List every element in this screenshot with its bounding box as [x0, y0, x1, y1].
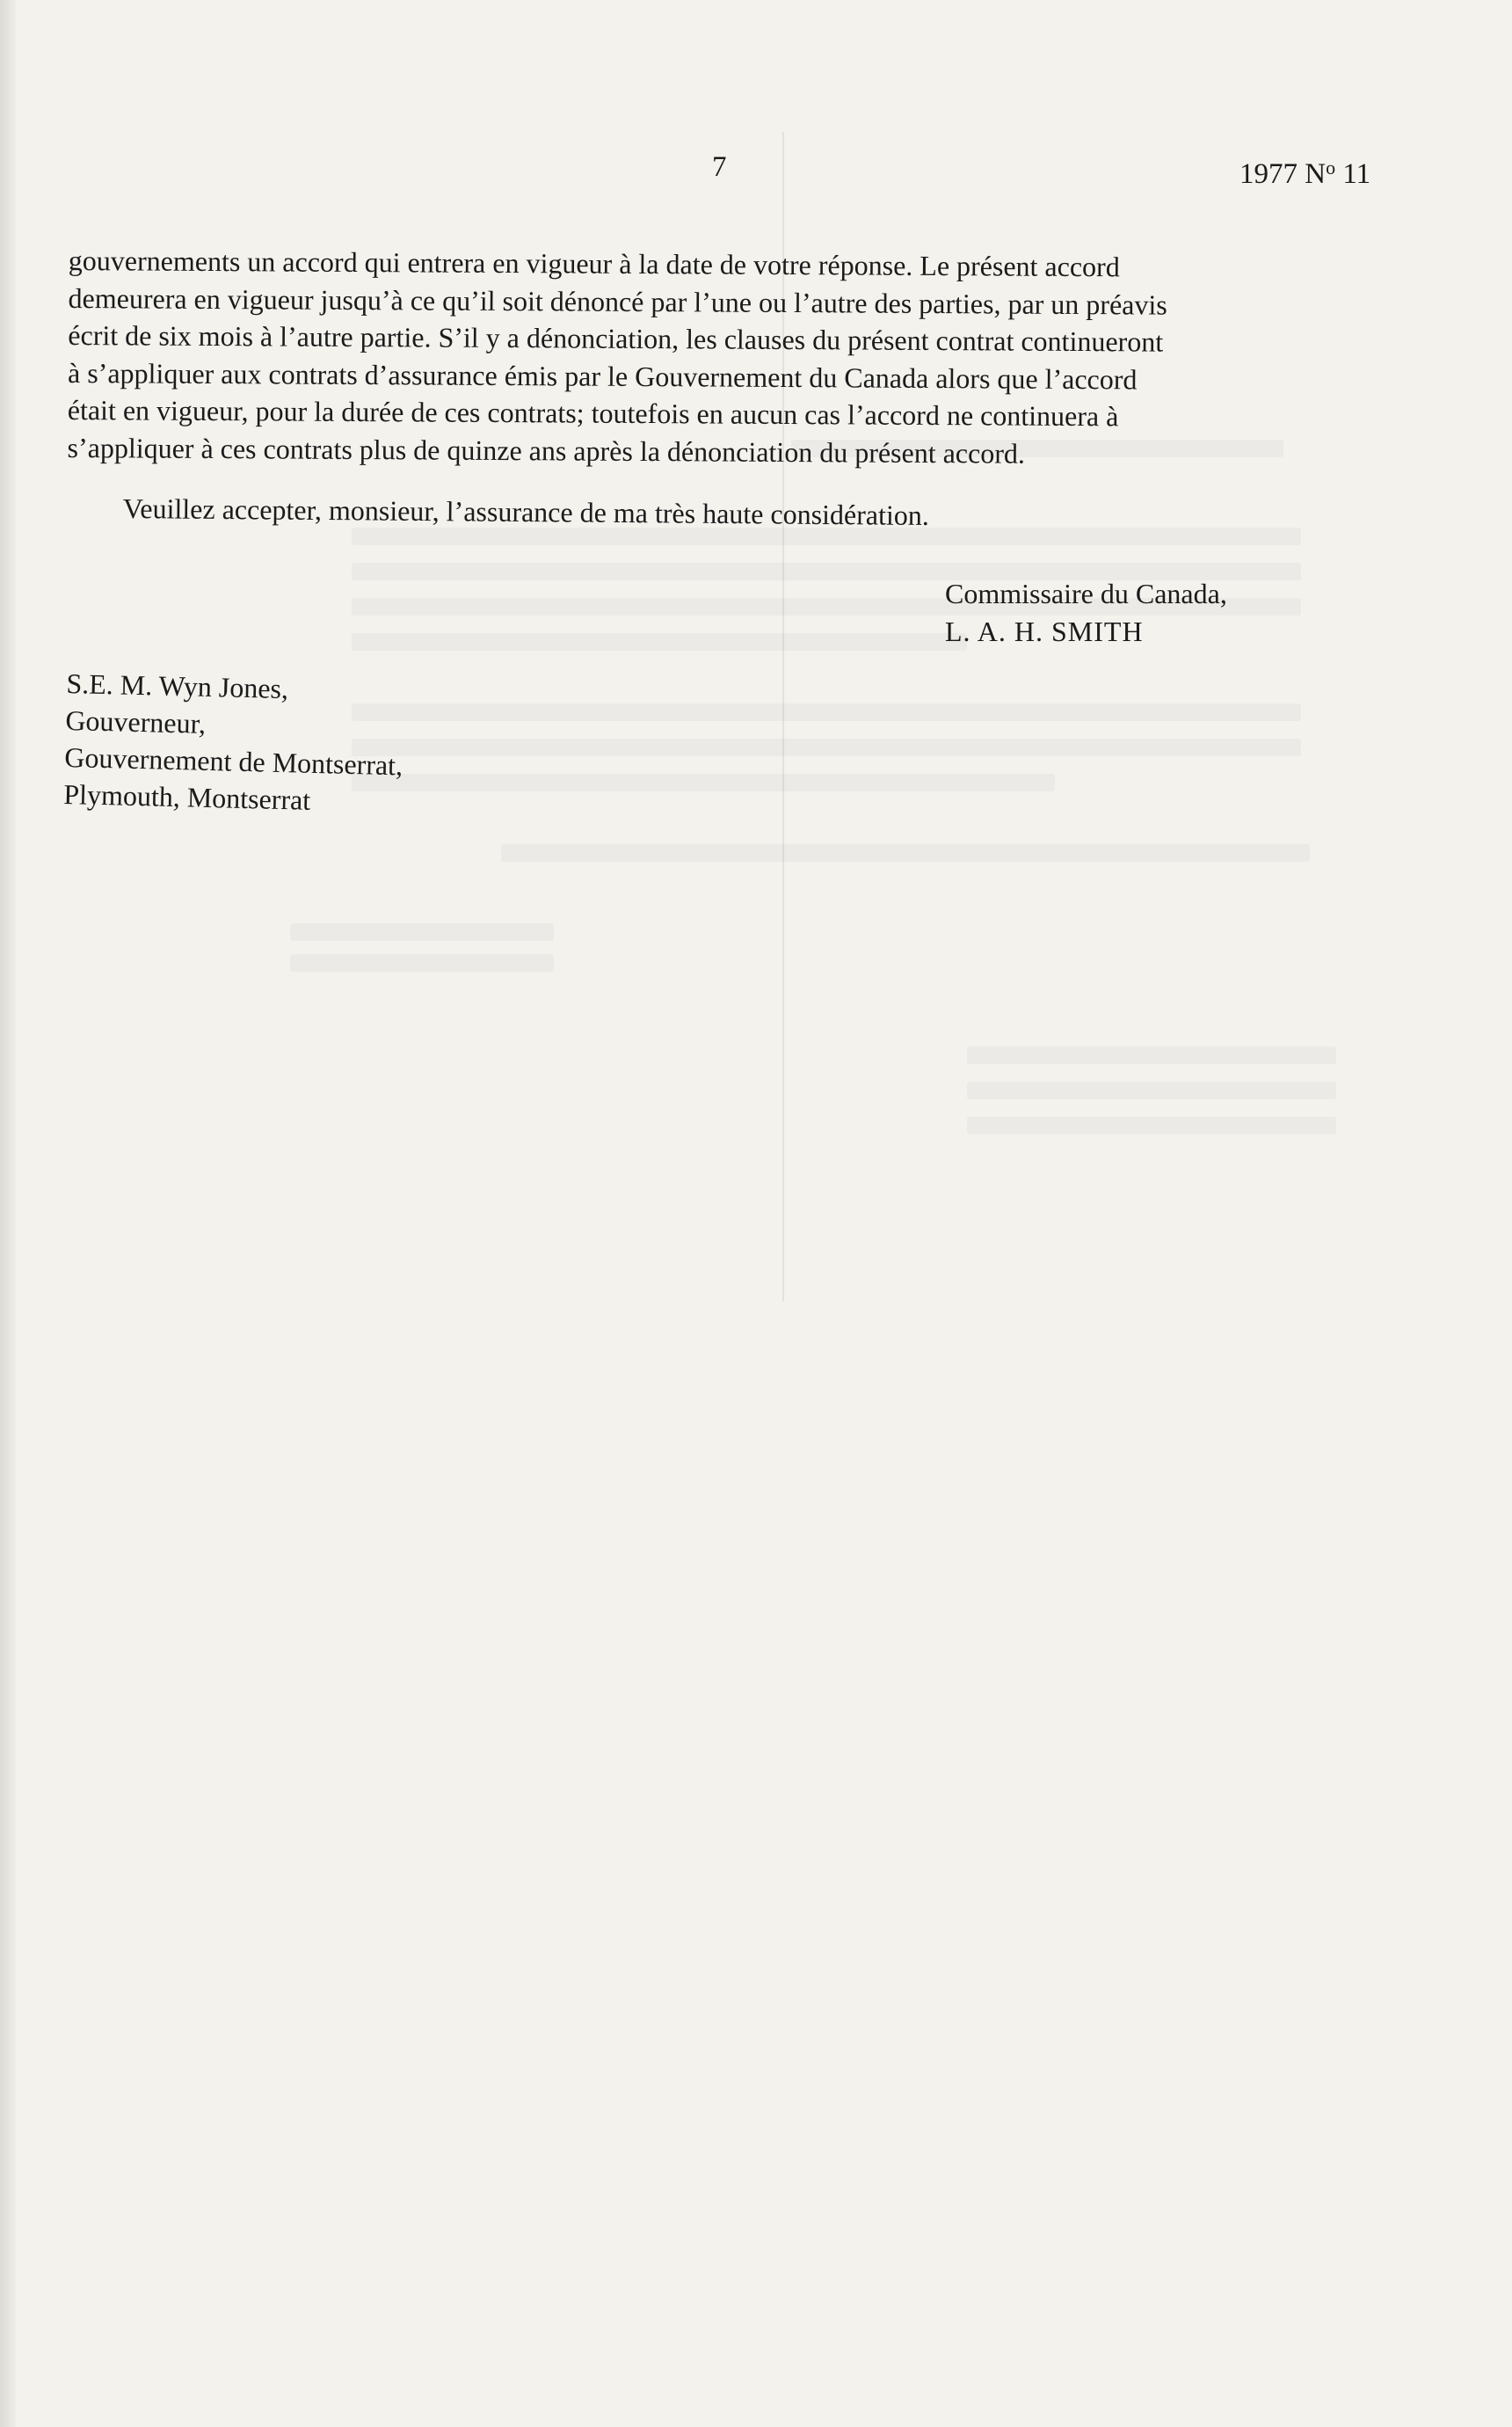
signature-name: L. A. H. SMITH [945, 616, 1144, 647]
running-head-text: 1977 N [1239, 158, 1327, 190]
body-line: écrit de six mois à l’autre partie. S’il y a dénonciation, les clauses du présent contrat continueront [68, 318, 1164, 358]
body-line: demeurera en vigueur jusqu’à ce qu’il soit dénoncé par l’une ou l’autre des parties, par un préavis [68, 281, 1167, 321]
addressee-line: Gouvernement de Montserrat, [63, 740, 403, 782]
addressee-block [63, 665, 405, 820]
closing-formula: Veuillez accepter, monsieur, l’assurance de ma très haute considération. [122, 492, 930, 532]
body-line: à s’appliquer aux contrats d’assurance émis par le Gouvernement du Canada alors que l’accord [67, 356, 1138, 395]
signature-title: Commissaire du Canada, [945, 578, 1227, 609]
signature-block [945, 575, 1227, 651]
body-line: était en vigueur, pour la durée de ces contrats; toutefois en aucun cas l’accord ne continuera à [67, 393, 1119, 433]
page-number: 7 [712, 151, 727, 183]
addressee-line: S.E. M. Wyn Jones, [66, 667, 289, 705]
body-line: s’appliquer à ces contrats plus de quinze ans après la dénonciation du présent accord. [67, 431, 1026, 470]
running-head [1239, 157, 1370, 191]
addressee-line: Plymouth, Montserrat [62, 777, 311, 816]
page-edge-shadow [0, 0, 16, 2427]
running-head-superscript: o [1326, 157, 1336, 179]
addressee-line: Gouverneur, [65, 703, 207, 740]
body-line: gouvernements un accord qui entrera en vigueur à la date de votre réponse. Le présent accord [68, 244, 1120, 283]
running-head-number: 11 [1335, 158, 1371, 190]
body-paragraph [67, 242, 1389, 474]
